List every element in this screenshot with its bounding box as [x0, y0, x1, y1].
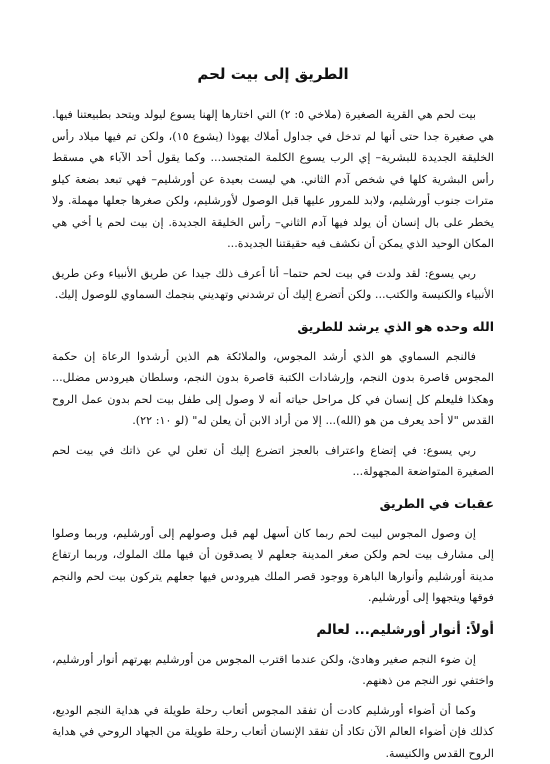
paragraph-star-light: إن ضوء النجم صغير وهادئ، ولكن عندما اقترب المجوس من أورشليم بهرتهم أنوار أورشليم، واختفي نور النجم من ذهنهم. — [52, 649, 494, 692]
section-heading-obstacles: عقبات في الطريق — [52, 495, 494, 513]
paragraph-obstacles: إن وصول المجوس لبيت لحم ربما كان أسهل لهم قبل وصولهم إلى أورشليم، وربما وصلوا إلى مشارف بيت لحم ولكن صغر المدينة جعلهم لا يصدقون أن فيها ملك الملوك، وربما ارتفاع مدينة أورشليم وأنوارها الباهرة ووجود قصر الملك هيرودس فيها جعلهم يتركون بيت لحم والنجم فوقها ويتجهوا إلى أورشليم. — [52, 523, 494, 609]
page-title: الطريق إلى بيت لحم — [52, 64, 494, 84]
section-heading-guidance: الله وحده هو الذي يرشد للطريق — [52, 318, 494, 336]
paragraph-prayer-2: ربي يسوع: في إتضاع واعتراف بالعجز اتضرع إليك أن تعلن لي عن ذاتك في بيت لحم الصغيرة المتواضعة المجهولة... — [52, 440, 494, 483]
paragraph-guidance: فالنجم السماوي هو الذي أرشد المجوس، والملائكة هم الذين أرشدوا الرعاة إن حكمة المجوس قاصرة بدون النجم، وإرشادات الكتبة قاصرة بدون النجم، وسلطان هيرودس مضلل... وهكذا فليعلم كل إنسان في كل مراحل حياته أنه لا وصول إلى طفل بيت لحم بدون عمل الروح القدس "لا أحد يعرف من هو (الله)... إلا من أراد الابن أن يعلن له" (لو ١٠: ٢٢). — [52, 346, 494, 432]
paragraph-world-lights: وكما أن أضواء أورشليم كادت أن تفقد المجوس أتعاب رحلة طويلة في هداية النجم الوديع، كذلك فإن أضواء العالم الآن تكاد أن تفقد الإنسان أتعاب رحلة طويلة من الجهاد الروحي في هداية الروح القدس والكنيسة. — [52, 700, 494, 764]
section-heading-lights: أولاً: أنوار أورشليم... لعالم — [52, 621, 494, 639]
paragraph-prayer-1: ربي يسوع: لقد ولدت في بيت لحم حتما– أنا أعرف ذلك جيدا عن طريق الأنبياء وعن طريق الأنبياء والكنيسة والكتب... ولكن أتضرع إليك أن ترشدني وتهديني بنجمك السماوي للوصول إليك. — [52, 263, 494, 306]
paragraph-intro: بيت لحم هي القرية الصغيرة (ملاخي ٥: ٢) التي اختارها إلهنا يسوع ليولد ويتحد بطبيعتنا فيها. هي صغيرة جدا حتى أنها لم تدخل في جداول أملاك يهوذا (يشوع ١٥)، ولكن تم فيها ميلاد رأس الخليقة الجديدة للبشرية– إي الرب يسوع الكلمة المتجسد... وكما يقول أحد الآباء هي مسقط رأس البشرية كلها في شخص آدم الثاني. هي ليست بعيدة عن أورشليم– فهي تبعد بضعة كيلو مترات جنوب أورشليم، ولابد للمرور عليها قبل الوصول لأورشليم، ولكن صغرها جعلها مهملة. ولا يخطر على بال إنسان أن يولد فيها آدم الثاني– رأس الخليقة الجديدة. إن بيت لحم يا أخي هي المكان الوحيد الذي يمكن أن نكشف فيه حقيقتنا الجديدة... — [52, 104, 494, 255]
